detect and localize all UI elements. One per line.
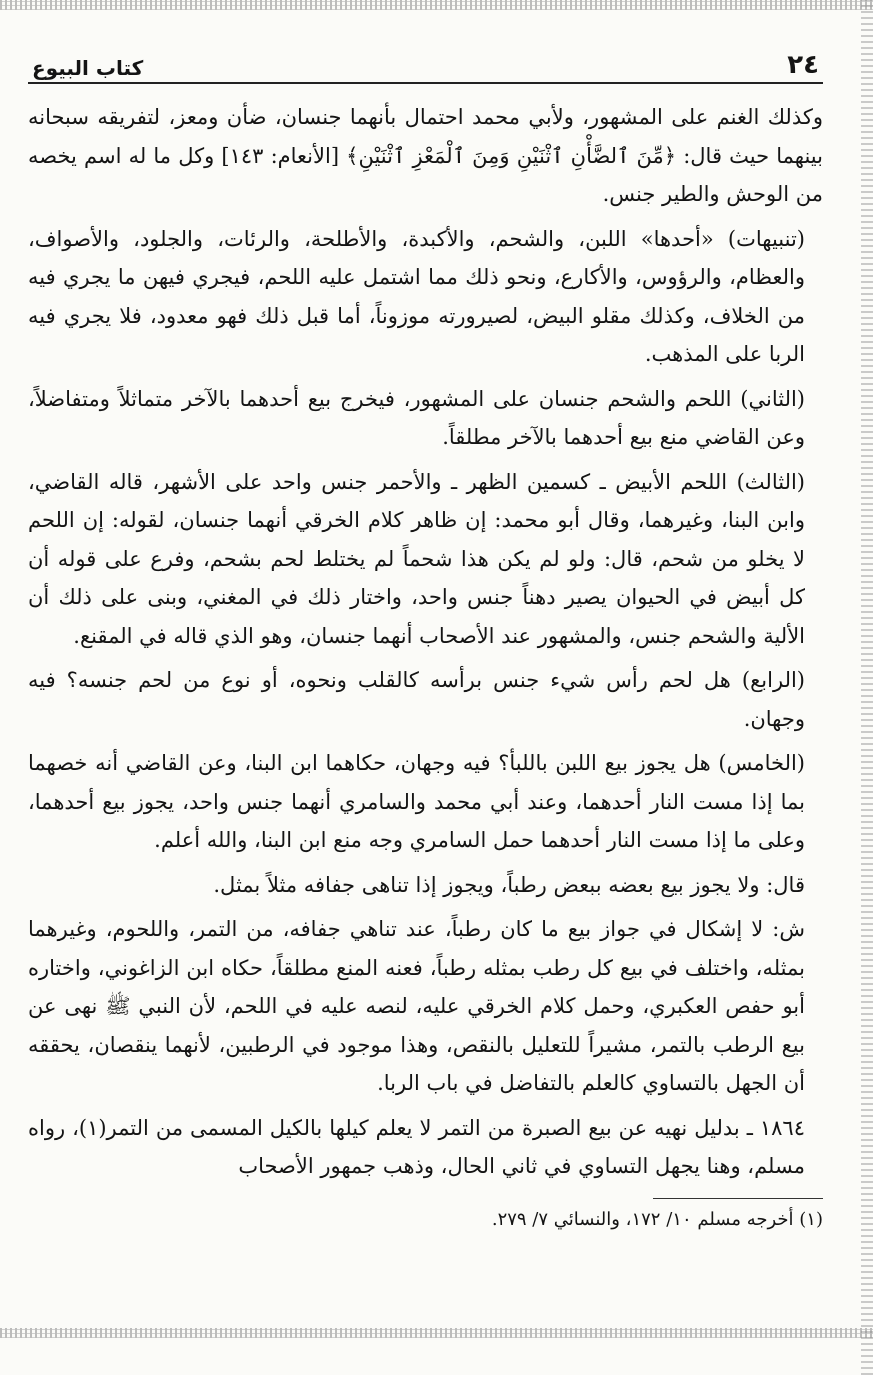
right-border-ornament <box>861 0 873 1375</box>
paragraph-5: (الرابع) هل لحم رأس شيء جنس برأسه كالقلب ونحوه، أو نوع من لحم جنسه؟ فيه وجهان. <box>28 668 805 731</box>
paragraph-7: قال: ولا يجوز بيع بعضه ببعض رطباً، ويجوز إذا تناهى جفافه مثلاً بمثل. <box>213 872 805 897</box>
paragraph-4: (الثالث) اللحم الأبيض ـ كسمين الظهر ـ والأحمر جنس واحد على الأشهر، قاله القاضي، وابن البنا، وغيرهما، وقال أبو محمد: إن ظاهر كلام الخرقي أنهما جنسان، لقوله: إن اللحم لا يخلو من شحم، قال: ولو لم يكن هذا شحماً لم يختلط لحم بشحم، وفرع على قوله أن كل أبيض في الحيوان يصير دهناً جنس واحد، واختار ذلك في المغني، وبنى على ذلك أن الألية والشحم جنس، والمشهور عند الأصحاب أنهما جنسان، وهو الذي قاله في المقنع. <box>28 469 805 648</box>
page-header <box>28 40 823 84</box>
paragraph-1: وكذلك الغنم على المشهور، ولأبي محمد احتمال بأنهما جنسان، ضأن ومعز، لتفريقه سبحانه بينهما حيث قال: ﴿مِّنَ ٱلضَّأْنِ ٱثْنَيْنِ وَمِنَ ٱلْمَعْزِ ٱثْنَيْنِ﴾ [الأنعام: ١٤٣] وكل ما له اسم يخصه من الوحش والطير جنس. <box>28 105 823 206</box>
top-border-ornament <box>0 0 873 10</box>
page <box>28 40 823 1235</box>
page-number: ٢٤ <box>787 50 819 80</box>
book-title: كتاب البيوع <box>32 56 144 80</box>
bottom-border-ornament <box>0 1328 873 1338</box>
paragraph-3: (الثاني) اللحم والشحم جنسان على المشهور، فيخرج بيع أحدهما بالآخر متماثلاً ومتفاضلاً، وعن القاضي منع بيع أحدهما بالآخر مطلقاً. <box>28 386 805 449</box>
footnote: (١) أخرجه مسلم ١٠/ ١٧٢، والنسائي ٧/ ٢٧٩. <box>491 1208 823 1230</box>
footnote-divider <box>653 1198 823 1199</box>
body-text <box>28 98 823 1186</box>
paragraph-8: ش: لا إشكال في جواز بيع ما كان رطباً، عند تناهي جفافه، من التمر، واللحوم، وغيرهما بمثله، واختلف في بيع كل رطب بمثله رطباً، فعنه المنع مطلقاً، حكاه ابن الزاغوني، واختاره أبو حفص العكبري، وحمل كلام الخرقي عليه، لنصه عليه في اللحم، لأن النبي ﷺ نهى عن بيع الرطب بالتمر، مشيراً للتعليل بالنقص، وهذا موجود في الرطبين، لأنهما ينقصان، يحققه أن الجهل بالتساوي كالعلم بالتفاضل في باب الربا. <box>28 917 805 1095</box>
paragraph-9: ١٨٦٤ ـ بدليل نهيه عن بيع الصبرة من التمر لا يعلم كيلها بالكيل المسمى من التمر(١)، رواه مسلم، وهنا يجهل التساوي في ثاني الحال، وذهب جمهور الأصحاب <box>28 1115 805 1178</box>
paragraph-6: (الخامس) هل يجوز بيع اللبن باللبأ؟ فيه وجهان، حكاهما ابن البنا، وعن القاضي أنه خصهما بما إذا مست النار أحدهما، وعند أبي محمد والسامري أنهما جنس واحد، يجوز بيع أحدهما، وعلى ما إذا مست النار أحدهما حمل السامري وجه منع ابن البنا، والله أعلم. <box>28 751 805 852</box>
paragraph-2: (تنبيهات) «أحدها» اللبن، والشحم، والأكبدة، والأطلحة، والرئات، والجلود، والأصواف، والعظام، والرؤوس، والأكارع، ونحو ذلك مما اشتمل عليه اللحم، فيجري فيهن ما يجري فيه من الخلاف، وكذلك مقلو البيض، لصيرورته موزوناً، أما قبل ذلك فهو معدود، فلا يجري فيه الربا على المذهب. <box>28 226 805 366</box>
